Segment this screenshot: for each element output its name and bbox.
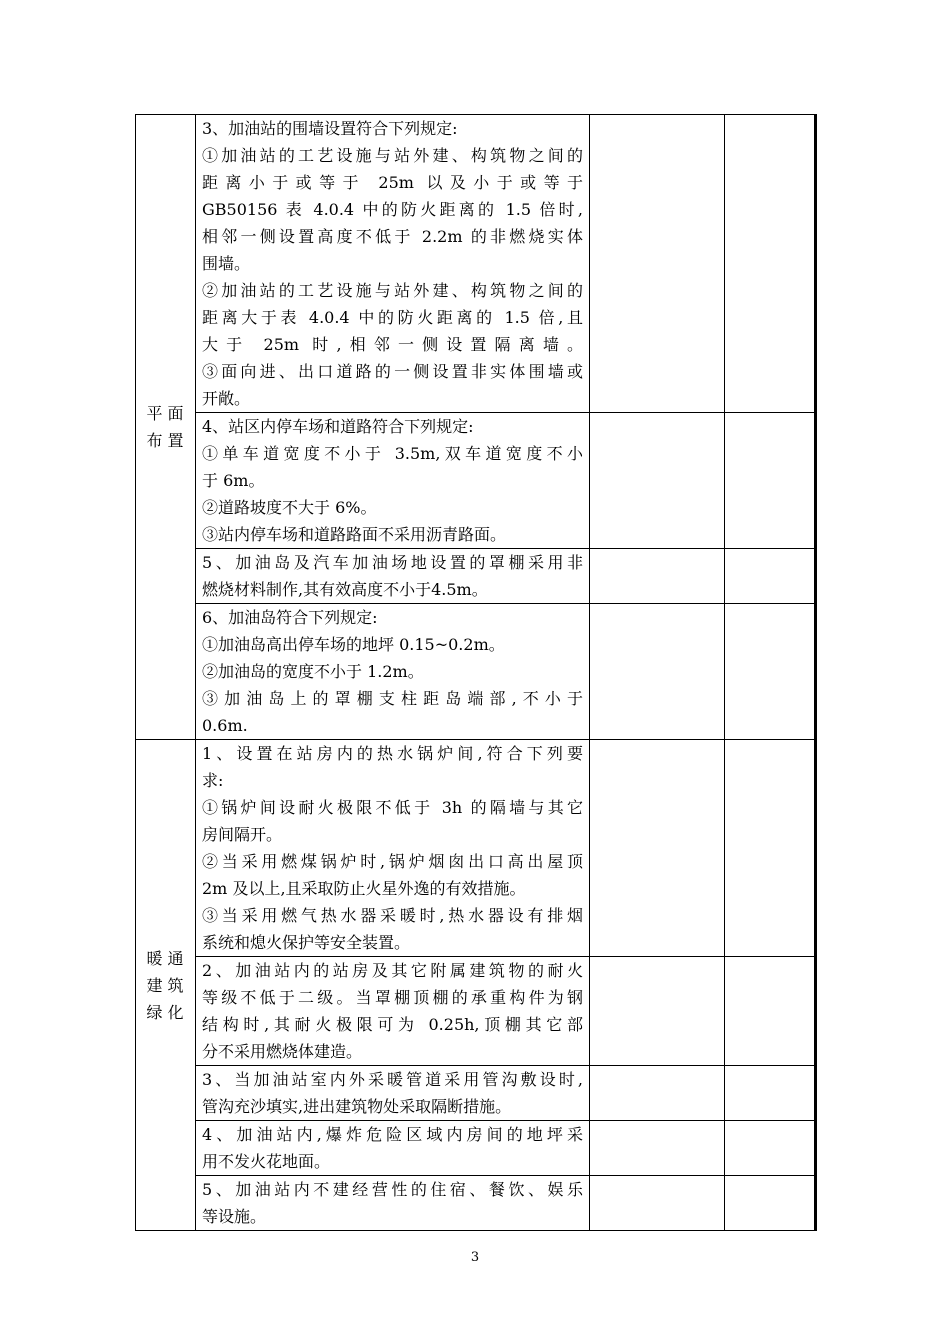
checklist-row (136, 549, 816, 604)
requirement-cell (196, 1121, 590, 1176)
requirement-cell (196, 740, 590, 957)
checklist-row (136, 413, 816, 549)
result-cell (590, 1066, 725, 1121)
remark-cell (725, 1176, 816, 1231)
requirement-cell (196, 604, 590, 740)
requirement-line: ③面向进、出口道路的一侧设置非实体围墙或 (202, 362, 583, 381)
result-cell (590, 957, 725, 1066)
requirement-line: ①加油岛高出停车场的地坪 0.15~0.2m。 (202, 635, 505, 654)
result-cell (590, 740, 725, 957)
category-label: 暖通 (146, 948, 189, 968)
requirement-line: ②当采用燃煤锅炉时,锅炉烟囱出口高出屋顶 (202, 852, 583, 871)
requirement-line: 距离小于或等于 25m 以及小于或等于 (202, 173, 583, 192)
result-cell (590, 115, 725, 413)
checklist-row (136, 740, 816, 957)
requirement-line: 相邻一侧设置高度不低于 2.2m 的非燃烧实体 (202, 227, 583, 246)
requirement-line: 房间隔开。 (202, 825, 283, 844)
checklist-row (136, 1176, 816, 1231)
requirement-line: 2m 及以上,且采取防止火星外逸的有效措施。 (202, 879, 526, 898)
requirement-line: 系统和熄火保护等安全装置。 (202, 933, 411, 952)
result-cell (590, 549, 725, 604)
requirement-line: ②加油站的工艺设施与站外建、构筑物之间的 (202, 281, 583, 300)
checklist-body (136, 115, 816, 1231)
category-label: 绿化 (146, 1002, 189, 1022)
requirement-line: 3、当加油站室内外采暖管道采用管沟敷设时, (202, 1070, 583, 1089)
requirement-line: 管沟充沙填实,进出建筑物处采取隔断措施。 (202, 1097, 512, 1116)
requirement-line: ①加油站的工艺设施与站外建、构筑物之间的 (202, 146, 583, 165)
requirement-line: 开敞。 (202, 389, 251, 408)
checklist-row (136, 604, 816, 740)
requirement-line: ②道路坡度不大于 6%。 (202, 498, 377, 517)
result-cell (590, 1121, 725, 1176)
remark-cell (725, 549, 816, 604)
requirement-line: ①锅炉间设耐火极限不低于 3h 的隔墙与其它 (202, 798, 583, 817)
requirement-cell (196, 413, 590, 549)
requirement-line: ②加油岛的宽度不小于 1.2m。 (202, 662, 424, 681)
result-cell (590, 1176, 725, 1231)
requirement-line: 5、加油站内不建经营性的住宿、餐饮、娱乐 (202, 1180, 583, 1199)
requirement-line: 3、加油站的围墙设置符合下列规定: (202, 119, 458, 138)
requirement-line: 2、加油站内的站房及其它附属建筑物的耐火 (202, 961, 583, 980)
requirement-cell (196, 1176, 590, 1231)
requirement-line: 于 6m。 (202, 471, 265, 490)
checklist-row (136, 957, 816, 1066)
result-cell (590, 413, 725, 549)
requirement-line: 结构时,其耐火极限可为 0.25h,顶棚其它部 (202, 1015, 583, 1034)
requirement-line: 4、加油站内,爆炸危险区域内房间的地坪采 (202, 1125, 583, 1144)
requirement-line: 4、站区内停车场和道路符合下列规定: (202, 417, 474, 436)
remark-cell (725, 1121, 816, 1176)
requirement-line: 5、加油岛及汽车加油场地设置的罩棚采用非 (202, 553, 583, 572)
requirement-line: 分不采用燃烧体建造。 (202, 1042, 363, 1061)
requirement-line: GB50156 表 4.0.4 中的防火距离的 1.5 倍时, (202, 200, 583, 219)
category-label: 平面 (146, 404, 189, 423)
checklist-row (136, 1121, 816, 1176)
requirement-line: ③当采用燃气热水器采暖时,热水器设有排烟 (202, 906, 583, 925)
requirement-line: 等设施。 (202, 1207, 267, 1226)
inspection-checklist-table (135, 114, 817, 1231)
requirement-cell (196, 957, 590, 1066)
requirement-line: ①单车道宽度不小于 3.5m,双车道宽度不小 (202, 444, 583, 463)
requirement-cell (196, 549, 590, 604)
requirement-cell (196, 115, 590, 413)
checklist-row (136, 115, 816, 413)
requirement-line: 用不发火花地面。 (202, 1152, 331, 1171)
requirement-line: 大于 25m 时,相邻一侧设置隔离墙。 (202, 335, 583, 354)
category-label: 布置 (146, 431, 189, 450)
category-cell (136, 115, 196, 740)
remark-cell (725, 1066, 816, 1121)
requirement-line: 燃烧材料制作,其有效高度不小于4.5m。 (202, 580, 488, 599)
requirement-line: 0.6m. (202, 716, 248, 735)
remark-cell (725, 740, 816, 957)
requirement-line: 围墙。 (202, 254, 251, 273)
category-cell (136, 740, 196, 1231)
remark-cell (725, 413, 816, 549)
requirement-line: ③加油岛上的罩棚支柱距岛端部,不小于 (202, 689, 583, 708)
remark-cell (725, 604, 816, 740)
page-number: 3 (470, 1250, 480, 1265)
checklist-row (136, 1066, 816, 1121)
requirement-cell (196, 1066, 590, 1121)
requirement-line: 等级不低于二级。当罩棚顶棚的承重构件为钢 (202, 988, 583, 1007)
requirement-line: 6、加油岛符合下列规定: (202, 608, 378, 627)
requirement-line: 求: (202, 771, 224, 790)
category-label: 建筑 (146, 975, 189, 995)
requirement-line: 距离大于表 4.0.4 中的防火距离的 1.5 倍,且 (202, 308, 583, 327)
requirement-line: 1、设置在站房内的热水锅炉间,符合下列要 (202, 744, 583, 763)
remark-cell (725, 957, 816, 1066)
remark-cell (725, 115, 816, 413)
requirement-line: ③站内停车场和道路路面不采用沥青路面。 (202, 525, 507, 544)
result-cell (590, 604, 725, 740)
